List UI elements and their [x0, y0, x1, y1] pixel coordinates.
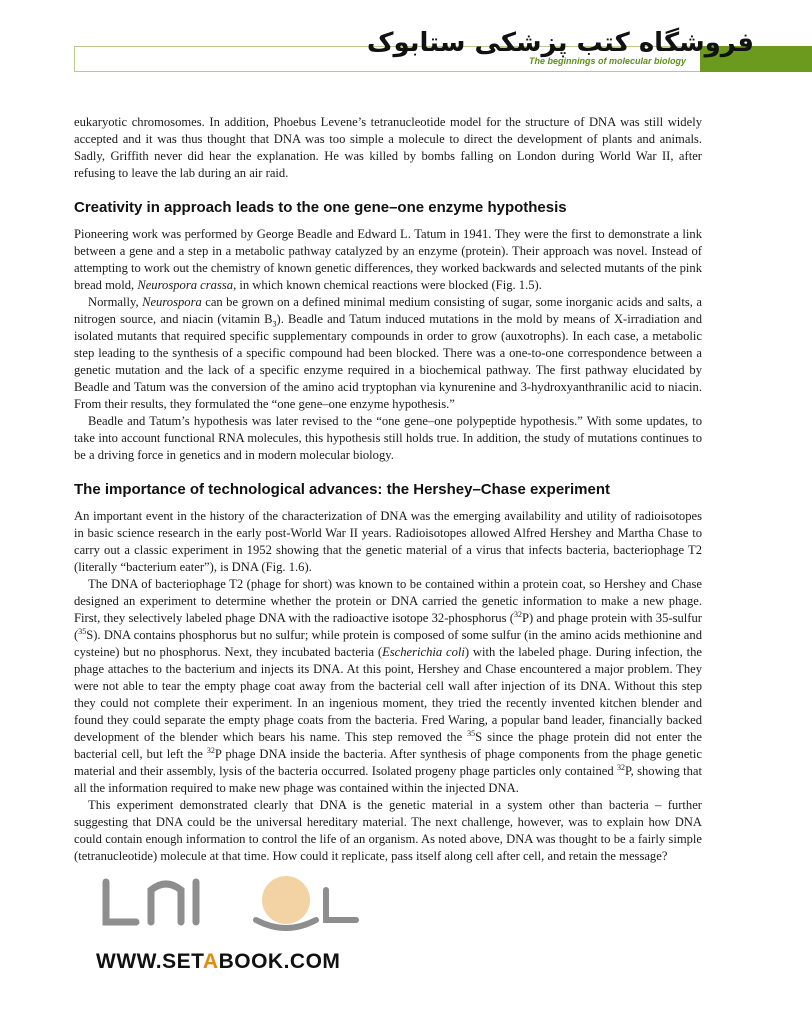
paragraph: This experiment demonstrated clearly that DNA is the genetic material in a system other than bacteria – further suggesting that DNA could be the universal hereditary material. The next challenge, however, was to explain how DNA could contain enough information to control the life of an organism. As noted above, DNA was thought to be a fairly simple (tetranucleotide) molecule at that time. How could it replicate, pass itself along cell after cell, and retain the message?	[74, 798, 702, 863]
section-heading: Creativity in approach leads to the one gene–one enzyme hypothesis	[74, 199, 567, 216]
paragraph: Normally, Neurospora can be grown on a defined minimal medium consisting of sugar, some inorganic acids and salts, a nitrogen source, and niacin (vitamin $B_3$). Beadle and Tatum induced mutations in the mold by means of X-irradiation and isolated mutants that required specific supplementary compounds in order to grow (auxotrophs). In each case, a metabolic step leading to the synthesis of a specific compound had been blocked. There was a one-to-one correspondence between a genetic mutation and the lack of a specific enzyme required in a biochemical pathway. The first pathway elucidated by Beadle and Tatum was the conversion of the amino acid tryptophan via kynurenine and 3-hydroxyanthranilic acid to niacin. From their results, they formulated the “one gene–one enzyme hypothesis.”	[74, 295, 702, 411]
paragraph: eukaryotic chromosomes. In addition, Phoebus Levene’s tetranucleotide model for the structure of DNA was still widely accepted and it was thus thought that DNA was too simple a molecule to direct the development of plants and animals. Sadly, Griffith never did hear the explanation. He was killed by bombs falling on London during World War II, after refusing to leave the lab during an air raid.	[74, 115, 702, 180]
watermark-store-title: فروشگاه کتب پزشکی ستابوک	[366, 28, 754, 58]
page-body	[74, 114, 702, 865]
paragraph: Beadle and Tatum’s hypothesis was later revised to the “one gene–one polypeptide hypothesis.” With some updates, to take into account functional RNA molecules, this hypothesis still holds true. In addition, the study of mutations continues to be a driving force in genetics and in modern molecular biology.	[74, 414, 702, 462]
watermark-logo	[96, 870, 376, 940]
section-heading: The importance of technological advances: the Hershey–Chase experiment	[74, 481, 611, 498]
paragraph: An important event in the history of the characterization of DNA was the emerging availability and utility of radioisotopes in basic science research in the early post-World War II years. Radioisotopes allowed Alfred Hershey and Martha Chase to carry out a classic experiment in 1952 showing that the genetic material of a virus that infects bacteria, bacteriophage T2 (literally “bacterium eater”), is DNA (Fig. 1.6).	[74, 509, 702, 574]
running-head: The beginnings of molecular biology	[528, 56, 686, 66]
watermark-url: WWW.SETABOOK.COM	[96, 950, 341, 973]
paragraph: The DNA of bacteriophage T2 (phage for short) was known to be contained within a protein coat, so Hershey and Chase designed an experiment to determine whether the protein or DNA carried the genetic information to make a new phage. First, they selectively labeled phage DNA with the radioactive isotope 32-phosphorus ($^{32}$P) and phage protein with 35-sulfur ($^{35}$S). DNA contains phosphorus but no sulfur; while protein is composed of some sulfur (in the amino acids methionine and cysteine) but no phosphorus. Next, they incubated bacteria (Escherichia coli) with the labeled phage. During infection, the phage attaches to the bacterium and injects its DNA. At this point, Hershey and Chase encountered a major problem. They were not able to tear the empty phage coat away from the bacterial cell wall after injection of its DNA. Without this step they could not complete their experiment. In an ingenious moment, they tried the recently invented kitchen blender and found they could separate the empty phage coats from the bacteria. Fred Waring, a popular band leader, financially backed development of the blender which bears his name. This step removed the $^{35}$S since the phage protein did not enter the bacterial cell, but left the $^{32}$P phage DNA inside the bacteria. After synthesis of phage components from the phage genetic material and their assembly, lysis of the bacteria occurred. Isolated progeny phage particles only contained $^{32}$P, showing that all the information required to make new phage was contained within the injected DNA.	[74, 577, 703, 795]
paragraph: Pioneering work was performed by George Beadle and Edward L. Tatum in 1941. They were the first to demonstrate a link between a gene and a step in a metabolic pathway catalyzed by an enzyme (protein). Their approach was novel. Instead of attempting to work out the chemistry of known genetic differences, they worked backwards and selected mutants of the pink bread mold, Neurospora crassa, in which known chemical reactions were blocked (Fig. 1.5).	[74, 227, 702, 292]
